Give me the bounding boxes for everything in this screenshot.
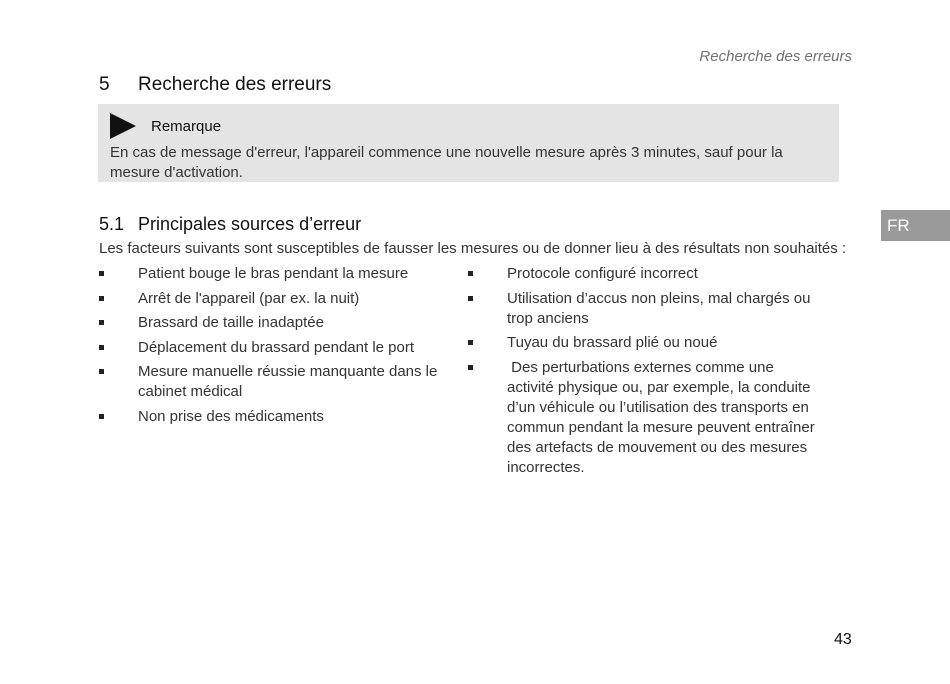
section-heading [99,74,331,96]
bullet-icon [99,369,104,374]
subsection-number: 5.1 [99,214,125,234]
list-item [468,358,823,478]
bullet-icon [468,365,473,370]
running-header: Recherche des erreurs [699,48,852,65]
list-item-text: Des perturbations externes comme une activité physique ou, par exemple, la conduite d’un véhicule ou l’utilisation des transports en commun pendant la mesure peuvent entraîner des artefacts de mouvement ou des mesures incorrectes. [507,358,819,476]
note-box [98,104,839,182]
bullet-icon [99,271,104,276]
list-item [99,338,444,358]
bullet-icon [99,414,104,419]
list-item [468,289,823,329]
list-item [468,333,823,353]
list-item-text: Utilisation d’accus non pleins, mal chargés ou trop anciens [507,289,811,327]
list-item-text: Tuyau du brassard plié ou noué [507,334,718,351]
list-item-text: Non prise des médicaments [138,407,324,425]
bullet-icon [468,340,473,345]
error-sources-list-left [99,264,444,431]
subsection-heading [99,214,361,235]
list-item [99,362,444,402]
list-item [468,264,823,284]
bullet-icon [99,345,104,350]
list-item-text: Arrêt de l'appareil (par ex. la nuit) [138,289,360,307]
play-triangle-icon [110,113,136,139]
section-number: 5 [99,74,110,95]
section-title: Recherche des erreurs [138,74,332,95]
page-number: 43 [834,631,852,648]
intro-text: Les facteurs suivants sont susceptibles de fausser les mesures ou de donner lieu à des résultats non souhaités : [99,240,847,257]
note-header [110,110,827,140]
error-sources-list-right [468,264,823,482]
list-item-text: Patient bouge le bras pendant la mesure [138,265,409,282]
list-item-text: Déplacement du brassard pendant le port [138,338,415,356]
list-item [99,289,444,309]
list-item-text: Brassard de taille inadaptée [138,314,324,331]
language-tab: FR [881,210,950,241]
list-item [99,264,444,284]
list-item-text: Protocole configuré incorrect [507,265,698,282]
note-text: En cas de message d'erreur, l'appareil commence une nouvelle mesure après 3 minutes, sauf pour la mesure d'activation. [110,144,783,181]
subsection-title: Principales sources d’erreur [138,214,362,234]
bullet-icon [468,296,473,301]
bullet-icon [99,320,104,325]
bullet-icon [99,296,104,301]
list-item [99,407,444,427]
note-title: Remarque [151,118,222,135]
bullet-icon [468,271,473,276]
list-item-text: Mesure manuelle réussie manquante dans le cabinet médical [138,363,438,400]
list-item [99,313,444,333]
